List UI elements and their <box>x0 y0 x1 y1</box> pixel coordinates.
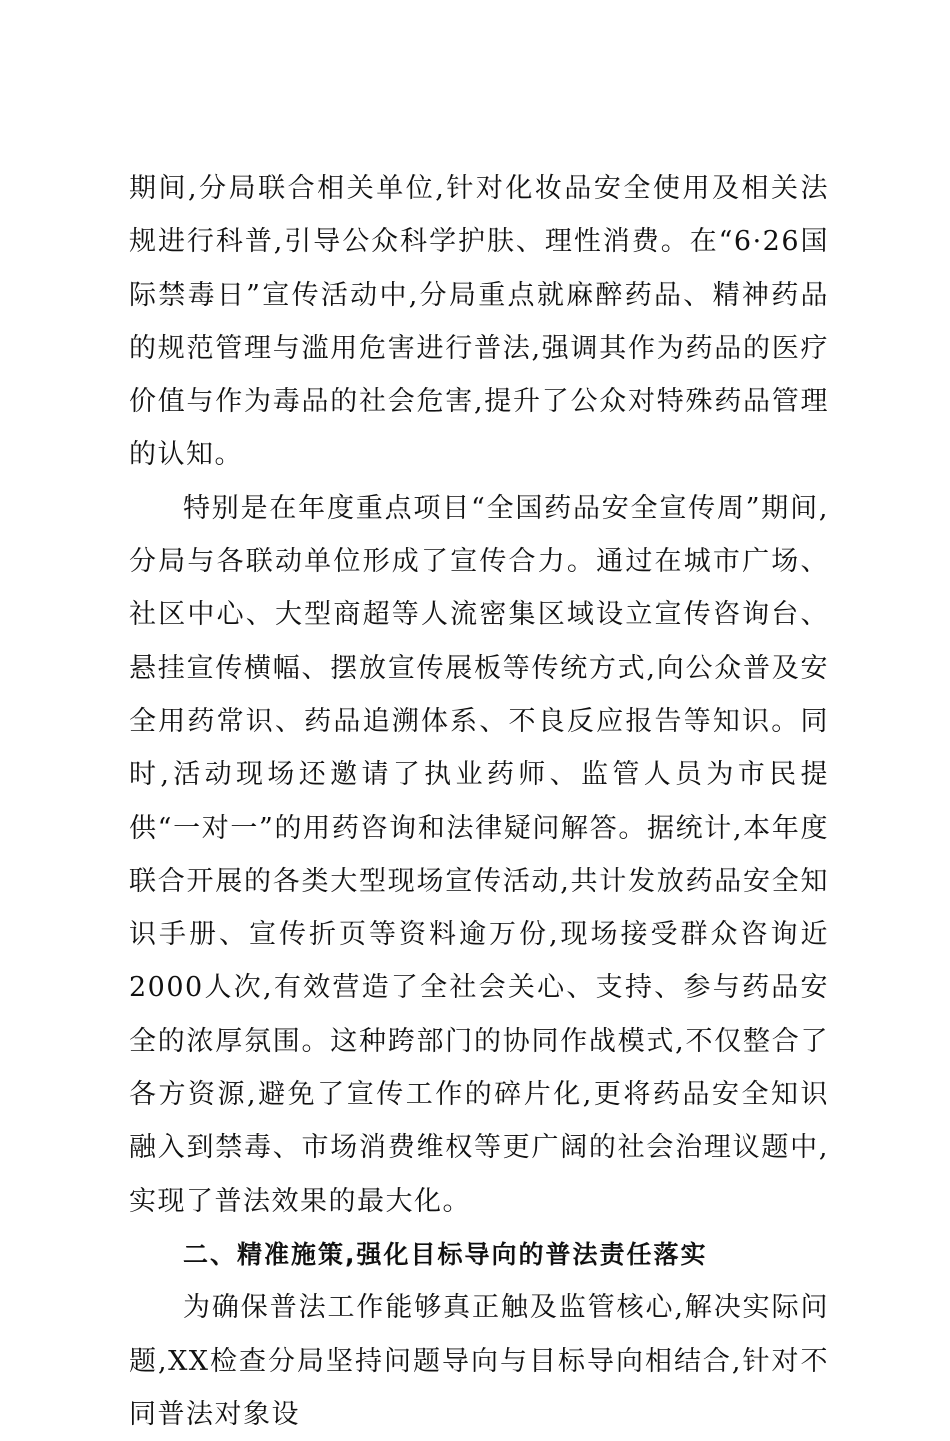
section-heading: 二、精准施策,强化目标导向的普法责任落实 <box>183 1239 708 1269</box>
body-paragraph: 特别是在年度重点项目“全国药品安全宣传周”期间,分局与各联动单位形成了宣传合力。通过在城市广场、社区中心、大型商超等人流密集区域设立宣传咨询台、悬挂宣传横幅、摆放宣传展板等传统方式,向公众普及安全用药常识、药品追溯体系、不良反应报告等知识。同时,活动现场还邀请了执业药师、监管人员为市民提供“一对一”的用药咨询和法律疑问解答。据统计,本年度联合开展的各类大型现场宣传活动,共计发放药品安全知识手册、宣传折页等资料逾万份,现场接受群众咨询近2000人次,有效营造了全社会关心、支持、参与药品安全的浓厚氛围。这种跨部门的协同作战模式,不仅整合了各方资源,避免了宣传工作的碎片化,更将药品安全知识融入到禁毒、市场消费维权等更广阔的社会治理议题中,实现了普法效果的最大化。 <box>129 492 829 1217</box>
document-body <box>129 162 829 1441</box>
body-paragraph: 期间,分局联合相关单位,针对化妆品安全使用及相关法规进行科普,引导公众科学护肤、理性消费。在“6·26国际禁毒日”宣传活动中,分局重点就麻醉药品、精神药品的规范管理与滥用危害进行普法,强调其作为药品的医疗价值与作为毒品的社会危害,提升了公众对特殊药品管理的认知。 <box>129 173 829 471</box>
body-paragraph: 为确保普法工作能够真正触及监管核心,解决实际问题,XX检查分局坚持问题导向与目标导向相结合,针对不同普法对象设 <box>129 1292 829 1430</box>
